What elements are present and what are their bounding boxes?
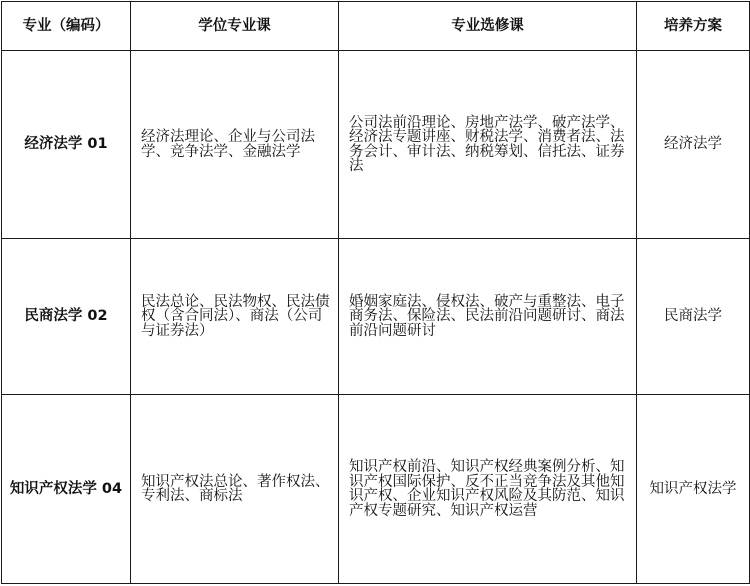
major-cell: 知识产权法学 04	[2, 395, 131, 584]
degree-courses-cell: 经济法理论、企业与公司法学、竞争法学、金融法学	[131, 51, 339, 239]
table-header	[2, 2, 750, 51]
header-electives: 专业选修课	[339, 2, 637, 51]
header-row	[2, 2, 750, 51]
table-row	[2, 51, 750, 239]
plan-cell: 知识产权法学	[637, 395, 750, 584]
curriculum-table	[1, 1, 750, 584]
plan-cell: 经济法学	[637, 51, 750, 239]
table-row	[2, 395, 750, 584]
degree-courses-cell: 知识产权法总论、著作权法、专利法、商标法	[131, 395, 339, 584]
header-major: 专业（编码）	[2, 2, 131, 51]
major-cell: 经济法学 01	[2, 51, 131, 239]
table-row	[2, 239, 750, 395]
degree-courses-cell: 民法总论、民法物权、民法债权（含合同法）、商法（公司与证券法）	[131, 239, 339, 395]
header-plan: 培养方案	[637, 2, 750, 51]
electives-cell: 公司法前沿理论、房地产法学、破产法学、经济法专题讲座、财税法学、消费者法、法务会计、审计法、纳税筹划、信托法、证券法	[339, 51, 637, 239]
electives-cell: 婚姻家庭法、侵权法、破产与重整法、电子商务法、保险法、民法前沿问题研讨、商法前沿问题研讨	[339, 239, 637, 395]
major-cell: 民商法学 02	[2, 239, 131, 395]
plan-cell: 民商法学	[637, 239, 750, 395]
header-degree-courses: 学位专业课	[131, 2, 339, 51]
table-body	[2, 51, 750, 584]
electives-cell: 知识产权前沿、知识产权经典案例分析、知识产权国际保护、反不正当竞争法及其他知识产权、企业知识产权风险及其防范、知识产权专题研究、知识产权运营	[339, 395, 637, 584]
